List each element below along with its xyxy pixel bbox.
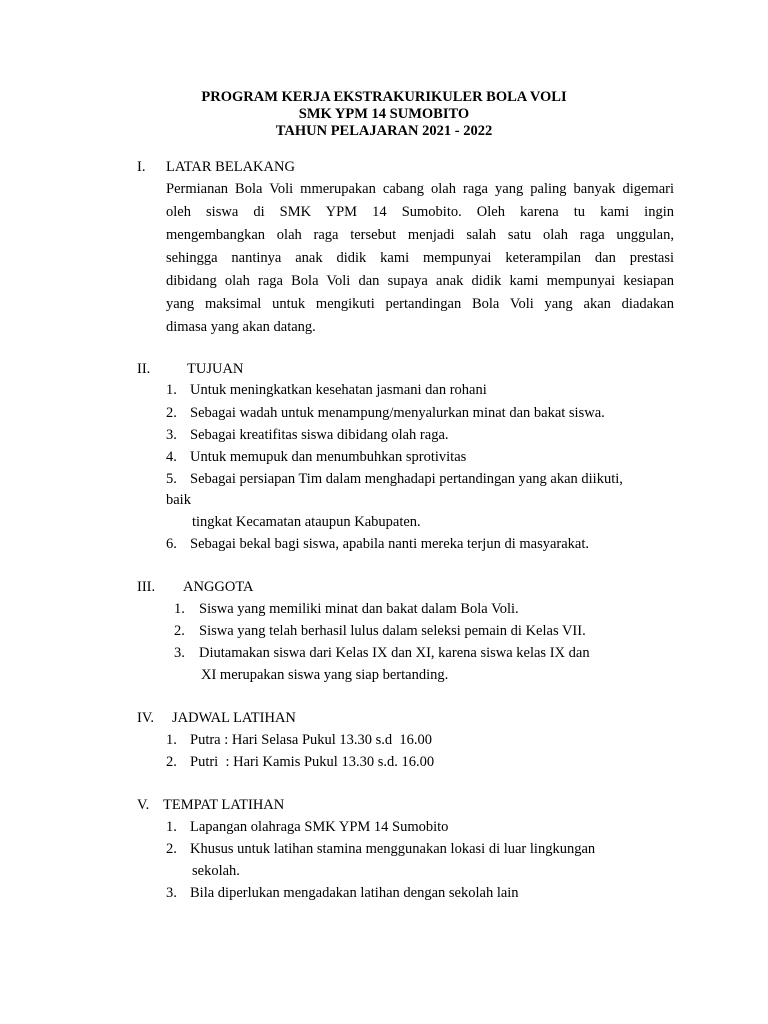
- list-item-number: 1.: [166, 382, 177, 398]
- list-item-text: Diutamakan siswa dari Kelas IX dan XI, karena siswa kelas IX dan: [199, 645, 590, 661]
- list-item-number: 2.: [166, 754, 177, 770]
- list-item-number: 3.: [174, 645, 185, 661]
- list-item-text: Sebagai persiapan Tim dalam menghadapi pertandingan yang akan diikuti,: [190, 471, 623, 487]
- list-item-text: Putri : Hari Kamis Pukul 13.30 s.d. 16.00: [190, 754, 435, 770]
- section-4-heading: JADWAL LATIHAN: [172, 710, 296, 726]
- section-1-line-5: dibidang olah raga Bola Voli dan supaya anak didik kami mempunyai kesiapan: [166, 273, 674, 289]
- list-item-number: 4.: [166, 449, 177, 465]
- list-item-number: 1.: [166, 732, 177, 748]
- list-item-text: Putra : Hari Selasa Pukul 13.30 s.d 16.00: [190, 732, 433, 748]
- list-item-text: Siswa yang memiliki minat dan bakat dalam Bola Voli.: [199, 601, 519, 617]
- list-item-text: Bila diperlukan mengadakan latihan dengan sekolah lain: [190, 885, 519, 901]
- list-item-wrap: sekolah.: [192, 863, 240, 879]
- list-item-number: 3.: [166, 427, 177, 443]
- section-1-line-4: sehingga nantinya anak didik kami mempunyai keterampilan dan prestasi: [166, 250, 674, 266]
- doc-title-line-3: TAHUN PELAJARAN 2021 - 2022: [275, 123, 493, 139]
- section-1-number: I.: [137, 159, 146, 175]
- section-1-line-7: dimasa yang akan datang.: [166, 319, 316, 335]
- list-item-text: Untuk meningkatkan kesehatan jasmani dan rohani: [190, 382, 487, 398]
- doc-title-line-1: PROGRAM KERJA EKSTRAKURIKULER BOLA VOLI: [201, 89, 567, 105]
- section-2-heading: TUJUAN: [187, 361, 244, 377]
- list-item-text: Siswa yang telah berhasil lulus dalam seleksi pemain di Kelas VII.: [199, 623, 586, 639]
- section-1-heading: LATAR BELAKANG: [166, 159, 295, 175]
- section-3-number: III.: [137, 579, 156, 595]
- section-5-number: V.: [137, 797, 150, 813]
- list-item-number: 2.: [166, 405, 177, 421]
- section-5-heading: TEMPAT LATIHAN: [163, 797, 285, 813]
- list-item-text: Sebagai bekal bagi siswa, apabila nanti mereka terjun di masyarakat.: [190, 536, 590, 552]
- list-item-number: 1.: [174, 601, 185, 617]
- list-item-text: Sebagai kreatifitas siswa dibidang olah raga.: [190, 427, 449, 443]
- list-item-wrap: baik: [166, 492, 191, 508]
- section-3-heading: ANGGOTA: [183, 579, 254, 595]
- list-item-number: 2.: [166, 841, 177, 857]
- list-item-number: 5.: [166, 471, 177, 487]
- list-item-text: Lapangan olahraga SMK YPM 14 Sumobito: [190, 819, 449, 835]
- doc-title-line-2: SMK YPM 14 SUMOBITO: [298, 106, 470, 122]
- list-item-wrap: tingkat Kecamatan ataupun Kabupaten.: [192, 514, 421, 530]
- list-item-number: 2.: [174, 623, 185, 639]
- section-4-number: IV.: [137, 710, 155, 726]
- list-item-number: 3.: [166, 885, 177, 901]
- section-2-number: II.: [137, 361, 151, 377]
- list-item-number: 1.: [166, 819, 177, 835]
- list-item-number: 6.: [166, 536, 177, 552]
- list-item-text: Sebagai wadah untuk menampung/menyalurkan minat dan bakat siswa.: [190, 405, 605, 421]
- list-item-text: Untuk memupuk dan menumbuhkan sprotivitas: [190, 449, 467, 465]
- list-item-wrap: XI merupakan siswa yang siap bertanding.: [201, 667, 449, 683]
- section-1-line-3: mengembangkan olah raga tersebut menjadi salah satu olah raga unggulan,: [166, 227, 674, 243]
- section-1-line-1: Permianan Bola Voli mmerupakan cabang olah raga yang paling banyak digemari: [166, 181, 674, 197]
- section-1-line-2: oleh siswa di SMK YPM 14 Sumobito. Oleh karena tu kami ingin: [166, 204, 674, 220]
- section-1-line-6: yang maksimal untuk mengikuti pertandingan Bola Voli yang akan diadakan: [166, 296, 674, 312]
- list-item-text: Khusus untuk latihan stamina menggunakan lokasi di luar lingkungan: [190, 841, 596, 857]
